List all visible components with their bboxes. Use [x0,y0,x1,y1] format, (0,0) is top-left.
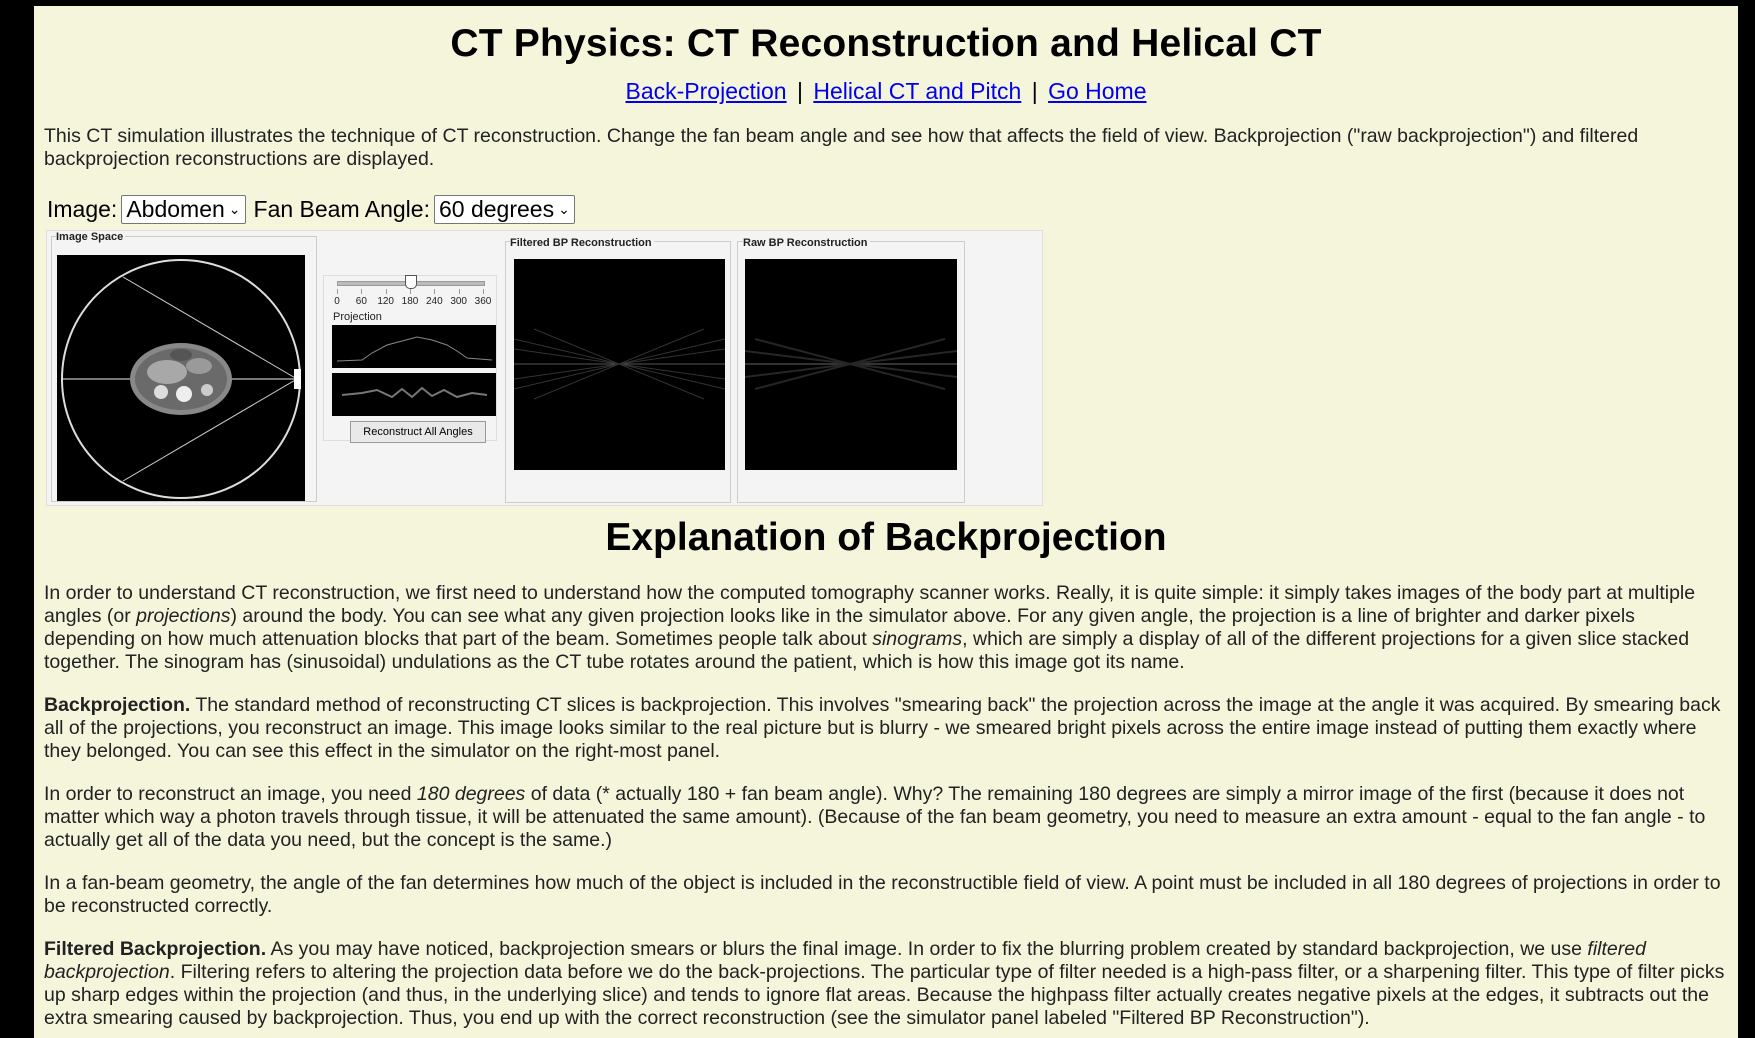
chevron-down-icon: ⌄ [558,200,570,217]
projection-label: Projection [333,311,382,323]
paragraph-text: In order to reconstruct an image, you need [44,783,417,805]
projection-profile [332,325,496,368]
paragraph-text: , which are simply a display of all of the different projections for a given slice stacked together. The sinogram has (sinusoidal) undulations as the CT tube rotates around the patient, which is how this image got its name. [44,628,1690,673]
slider-tick-label: 300 [450,296,467,307]
slider-tick-label: 60 [355,296,367,307]
slider-tick-mark [386,289,387,294]
explanation-paragraph-1 [44,582,1728,674]
simulator [46,230,1043,506]
filtered-bp-title: Filtered BP Reconstruction [510,237,652,249]
sinogram-canvas [332,373,496,416]
slider-tick-mark [337,289,338,294]
slider-tick-mark [459,289,460,294]
controls [44,192,1728,226]
image-select-value: Abdomen [126,195,225,222]
raw-bp-title: Raw BP Reconstruction [743,237,868,249]
projection-canvas [332,325,496,368]
slider-tick-mark [483,289,484,294]
explanation-paragraph-5 [44,938,1728,1030]
raw-bp-image [745,259,957,470]
bold-filtered-backprojection: Filtered Backprojection. [44,938,267,960]
bold-backprojection: Backprojection. [44,694,191,716]
slider-tick-mark [434,289,435,294]
paragraph-text: In order to understand CT reconstruction, we first need to understand how the computed tomography scanner works. Really, it is quite simple: it simply takes images of the body part at multiple angles (or [44,582,1696,627]
nav-link-back-projection[interactable]: Back-Projection [625,78,787,104]
slider-tick-label: 360 [474,296,492,307]
image-space-canvas [57,255,305,501]
explanation-paragraph-3 [44,783,1728,852]
explanation-paragraph-4: In a fan-beam geometry, the angle of the fan determines how much of the object is included in the reconstructible field of view. A point must be included in all 180 degrees of projections in order to be reconstructed correctly. [44,872,1721,917]
filtered-bp-image [514,259,725,470]
emphasis-projections: projections [136,605,231,627]
angle-slider-thumb[interactable] [405,275,417,289]
filtered-bp-canvas [514,259,725,470]
nav-link-go-home[interactable]: Go Home [1048,78,1147,104]
emphasis-filtered-backprojection: filtered backprojection [44,938,1646,983]
fan-angle-select-value: 60 degrees [438,195,555,222]
detector [294,369,301,389]
fan-angle-select[interactable] [434,195,575,224]
explanation-heading: Explanation of Backprojection [605,516,1167,559]
slider-tick-label: 120 [377,296,394,307]
page-title: CT Physics: CT Reconstruction and Helical CT [450,22,1322,65]
paragraph-text: The standard method of reconstructing CT slices is backprojection. This involves "smearing back" the projection across the image at the angle it was acquired. By smearing back all of the projections, you reconstruct an image. This image looks similar to the real picture but is blurry - we smeared bright pixels across the entire image instead of putting them exactly where they belonged. You can see this effect in the simulator on the right-most panel. [44,694,1721,762]
sinogram-strip [332,373,496,416]
image-select[interactable] [121,195,245,224]
emphasis-sinograms: sinograms [872,628,963,650]
raw-bp-canvas [745,259,957,470]
reconstruct-all-angles-button[interactable]: Reconstruct All Angles [350,421,486,443]
slider-tick-mark [410,289,411,294]
paragraph-text: of data (* actually 180 + fan beam angle). Why? The remaining 180 degrees are simply a mirror image of the first (because it does not matter which way a photon travels through tissue, it will be attenuated the same amount). (Because of the fan beam geometry, you need to measure an extra amount - equal to the fan angle - to actually get all of the data you need, but the concept is the same.) [44,783,1706,851]
nav-link-helical-ct[interactable]: Helical CT and Pitch [813,78,1022,104]
paragraph-text: ) around the body. You can see what any given projection looks like in the simulator above. For any given angle, the projection is a line of brighter and darker pixels depending on how much attenuation blocks that part of the beam. Sometimes people talk about [44,605,1635,650]
paragraph-text: As you may have noticed, backprojection smears or blurs the final image. In order to fix the blurring problem created by standard backprojection, we use [266,938,1588,960]
intro-text: This CT simulation illustrates the technique of CT reconstruction. Change the fan beam angle and see how that affects the field of view. Backprojection ("raw backprojection") and filtered backprojection reconstructions are displayed. [44,125,1639,170]
slider-tick-mark [361,289,362,294]
fan-beam-diagram [57,255,305,501]
slider-tick-label: 240 [425,296,443,307]
emphasis-180-degrees: 180 degrees [416,783,526,805]
nav-links [44,78,1728,105]
nav-separator: | [796,78,803,104]
slider-tick-label: 0 [334,296,340,307]
chevron-down-icon: ⌄ [228,200,241,217]
image-label: Image: [47,195,118,222]
nav-separator: | [1031,78,1038,104]
explanation-paragraph-2 [44,694,1728,763]
paragraph-text: . Filtering refers to altering the projection data before we do the back-projections. The particular type of filter needed is a high-pass filter, or a sharpening filter. This type of filter picks up sharp edges within the projection (and thus, in the underlying slice) and tends to ignore flat areas. Because the highpass filter actually creates negative pixels at the edges, it subtracts out the extra smearing caused by backprojection. Thus, you end up with the correct reconstruction (see the simulator panel labeled "Filtered BP Reconstruction"). [44,961,1725,1029]
image-space-title: Image Space [56,231,124,243]
fan-angle-label: Fan Beam Angle: [253,195,430,222]
slider-tick-label: 180 [401,296,419,307]
page [34,6,1738,1038]
